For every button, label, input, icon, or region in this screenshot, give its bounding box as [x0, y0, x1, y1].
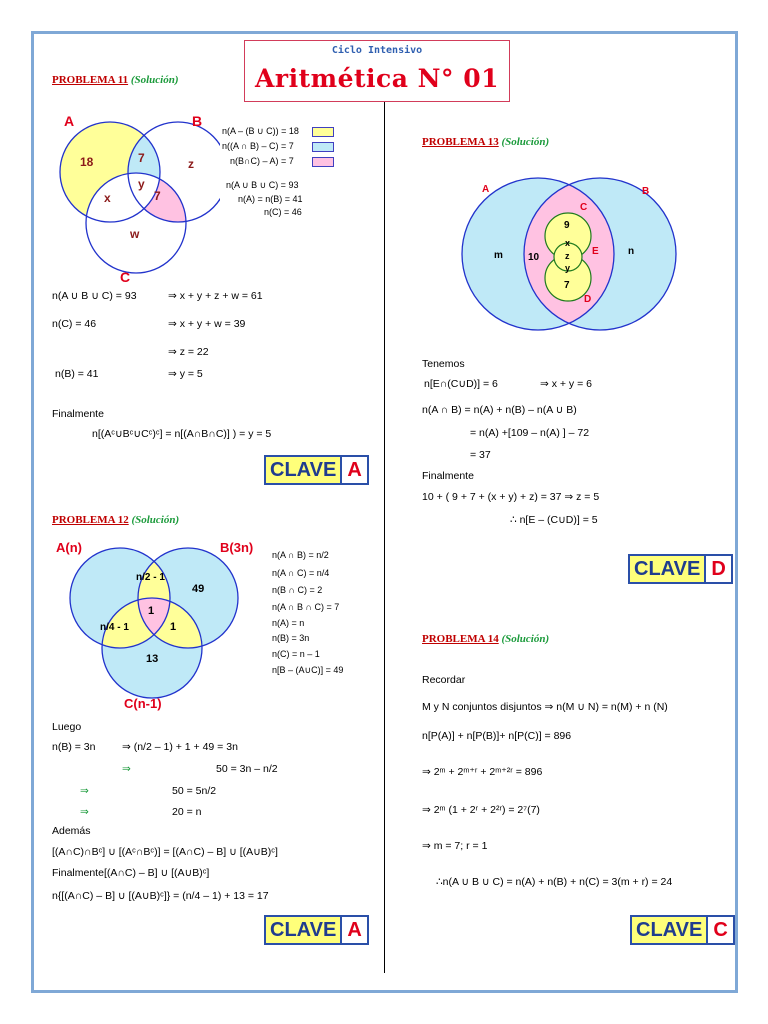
set-eq-12-2: Finalmente[(A∩C) – B] ∪ [(A∪B)ᶜ]	[52, 867, 210, 879]
eq-13-1a: n[E∩(C∪D)] = 6	[424, 378, 498, 390]
region-z: z	[188, 157, 194, 171]
fact-11-1: n(A ∪ B ∪ C) = 93	[226, 180, 299, 190]
region-n: n	[628, 246, 635, 257]
eq-12-2-arrow: ⇒	[122, 763, 131, 775]
region-1b: 1	[170, 621, 177, 633]
clave-11	[264, 455, 369, 485]
fact-12-7: n(C) = n – 1	[272, 649, 320, 659]
eq-13-1b: ⇒ x + y = 6	[540, 378, 592, 390]
problem-13-header	[422, 136, 549, 148]
fact-11-3: n(C) = 46	[264, 207, 302, 217]
problem-11-solution: (Solución)	[130, 74, 179, 86]
region-m: m	[494, 250, 503, 261]
region-x-13: x	[565, 238, 571, 248]
region-7a: 7	[138, 151, 145, 165]
eq-11-3b: ⇒ z = 22	[168, 346, 209, 358]
ademas-12: Además	[52, 825, 91, 837]
finalmente-11: Finalmente	[52, 408, 104, 420]
eq-12-1b: ⇒ (n/2 – 1) + 1 + 49 = 3n	[122, 741, 238, 753]
eq-13-2: n(A ∩ B) = n(A) + n(B) – n(A ∪ B)	[422, 404, 577, 416]
region-10: 10	[528, 252, 540, 263]
venn-diagram-11	[50, 110, 220, 285]
eq-14-2: n[P(A)] + n[P(B)]+ n[P(C)] = 896	[422, 730, 572, 742]
clave-12	[264, 915, 369, 945]
eq-12-2b: 50 = 3n – n/2	[216, 763, 278, 775]
finalmente-13: Finalmente	[422, 470, 474, 482]
clave-14	[630, 915, 735, 945]
fact-11-2: n(A) = n(B) = 41	[238, 194, 303, 204]
clave-13	[628, 554, 733, 584]
eq-13-4: = 37	[470, 449, 491, 461]
set-label-e-13: E	[592, 246, 599, 257]
luego-12: Luego	[52, 721, 82, 733]
region-x: x	[104, 191, 111, 205]
eq-14-4: ⇒ 2ᵐ (1 + 2ʳ + 2²ʳ) = 2⁷(7)	[422, 804, 540, 816]
clave-label-11: CLAVE	[266, 457, 342, 483]
legend-swatch-pink	[312, 157, 334, 167]
set-label-c-12: C(n-1)	[124, 696, 162, 711]
eq-11-1b: ⇒ x + y + z + w = 61	[168, 290, 263, 302]
clave-answer-11: A	[347, 459, 362, 481]
fact-12-8: n[B – (A∪C)] = 49	[272, 665, 344, 675]
eq-14-3: ⇒ 2ᵐ + 2ᵐ⁺ʳ + 2ᵐ⁺²ʳ = 896	[422, 766, 543, 778]
set-label-b-13: B	[642, 186, 650, 197]
eq-12-4b: 20 = n	[172, 806, 202, 818]
column-divider	[384, 88, 385, 973]
fact-12-6: n(B) = 3n	[272, 633, 310, 643]
clave-label-13: CLAVE	[630, 556, 706, 582]
clave-answer-13: D	[711, 558, 726, 580]
page-title: Aritmética N° 01	[255, 64, 499, 93]
eq-11-1a: n(A ∪ B ∪ C) = 93	[52, 290, 137, 302]
region-7b: 7	[154, 189, 161, 203]
eq-11-4b: ⇒ y = 5	[168, 368, 203, 380]
result-11: n[(Aᶜ∪Bᶜ∪Cᶜ)ᶜ] = n[(A∩B∩C)] ) = y = 5	[92, 428, 272, 440]
set-eq-12-1: [(A∩C)∩Bᶜ] ∪ [(Aᶜ∩Bᶜ)] = [(A∩C) – B] ∪ [(A∪B)ᶜ]	[52, 846, 278, 858]
set-label-a-12: A(n)	[56, 540, 82, 555]
set-label-c: C	[120, 269, 131, 285]
region-49: 49	[192, 583, 205, 595]
subtitle: Ciclo Intensivo	[331, 45, 423, 56]
region-w: w	[130, 227, 140, 241]
eq-11-2a: n(C) = 46	[52, 318, 97, 330]
set-label-b: B	[192, 113, 203, 129]
set-label-a-13: A	[482, 184, 490, 195]
region-n4: n/4 - 1	[100, 622, 129, 633]
eq-13-5: 10 + ( 9 + 7 + (x + y) + z) = 37 ⇒ z = 5	[422, 491, 600, 503]
problem-12-title: PROBLEMA 12	[52, 514, 129, 526]
set-eq-12-3: n{[(A∩C) – B] ∪ [(A∪B)ᶜ]} = (n/4 – 1) + 13 = 17	[52, 890, 269, 902]
problem-14-title: PROBLEMA 14	[422, 633, 499, 645]
legend-line-2: n((A ∩ B) – C) = 7	[222, 141, 294, 151]
eq-12-3b: 50 = 5n/2	[172, 785, 217, 797]
eq-14-1: M y N conjuntos disjuntos ⇒ n(M ∪ N) = n(M) + n (N)	[422, 701, 668, 713]
eq-14-5: ⇒ m = 7; r = 1	[422, 840, 488, 852]
region-1a: 1	[148, 605, 155, 617]
eq-12-1a: n(B) = 3n	[52, 741, 96, 753]
eq-12-4-arrow: ⇒	[80, 806, 89, 818]
problem-14-solution: (Solución)	[501, 633, 550, 645]
legend-swatch-yellow	[312, 127, 334, 137]
eq-13-3: = n(A) +[109 – n(A) ] – 72	[470, 427, 590, 439]
eq-14-6: ∴n(A ∪ B ∪ C) = n(A) + n(B) + n(C) = 3(m + r) = 24	[436, 876, 673, 888]
problem-12-header	[52, 514, 179, 526]
problem-11-header	[52, 74, 179, 86]
region-9: 9	[564, 220, 570, 231]
recordar-14: Recordar	[422, 674, 466, 686]
clave-answer-12: A	[347, 919, 362, 941]
eq-11-2b: ⇒ x + y + w = 39	[168, 318, 246, 330]
legend-line-1: n(A – (B ∪ C)) = 18	[222, 126, 299, 136]
set-label-d-13: D	[584, 294, 592, 305]
venn-diagram-13	[460, 172, 680, 340]
region-y: y	[138, 177, 145, 191]
fact-12-2: n(A ∩ C) = n/4	[272, 568, 330, 578]
region-7-13: 7	[564, 280, 570, 291]
clave-label-12: CLAVE	[266, 917, 342, 943]
set-label-b-12: B(3n)	[220, 540, 254, 555]
eq-13-6: ∴ n[E – (C∪D)] = 5	[510, 514, 598, 526]
fact-12-1: n(A ∩ B) = n/2	[272, 550, 329, 560]
region-y-13: y	[565, 263, 571, 273]
problem-11-title: PROBLEMA 11	[52, 74, 129, 86]
problem-13-title: PROBLEMA 13	[422, 136, 499, 148]
tenemos-13: Tenemos	[422, 358, 465, 370]
eq-11-4a: n(B) = 41	[55, 368, 99, 380]
region-n2: n/2 - 1	[136, 572, 165, 583]
eq-12-3-arrow: ⇒	[80, 785, 89, 797]
region-z-13: z	[565, 251, 570, 261]
clave-answer-14: C	[713, 919, 728, 941]
legend-line-3: n(B∩C) – A) = 7	[230, 156, 294, 166]
fact-12-3: n(B ∩ C) = 2	[272, 585, 323, 595]
fact-12-4: n(A ∩ B ∩ C) = 7	[272, 602, 340, 612]
region-13: 13	[146, 653, 159, 665]
venn-diagram-12	[52, 538, 264, 713]
set-label-a: A	[64, 113, 75, 129]
legend-swatch-blue	[312, 142, 334, 152]
title-box	[244, 40, 510, 102]
problem-12-solution: (Solución)	[131, 514, 180, 526]
set-label-c-13: C	[580, 202, 588, 213]
region-18: 18	[80, 155, 94, 169]
clave-label-14: CLAVE	[632, 917, 708, 943]
fact-12-5: n(A) = n	[272, 618, 305, 628]
problem-14-header	[422, 633, 549, 645]
problem-13-solution: (Solución)	[501, 136, 550, 148]
